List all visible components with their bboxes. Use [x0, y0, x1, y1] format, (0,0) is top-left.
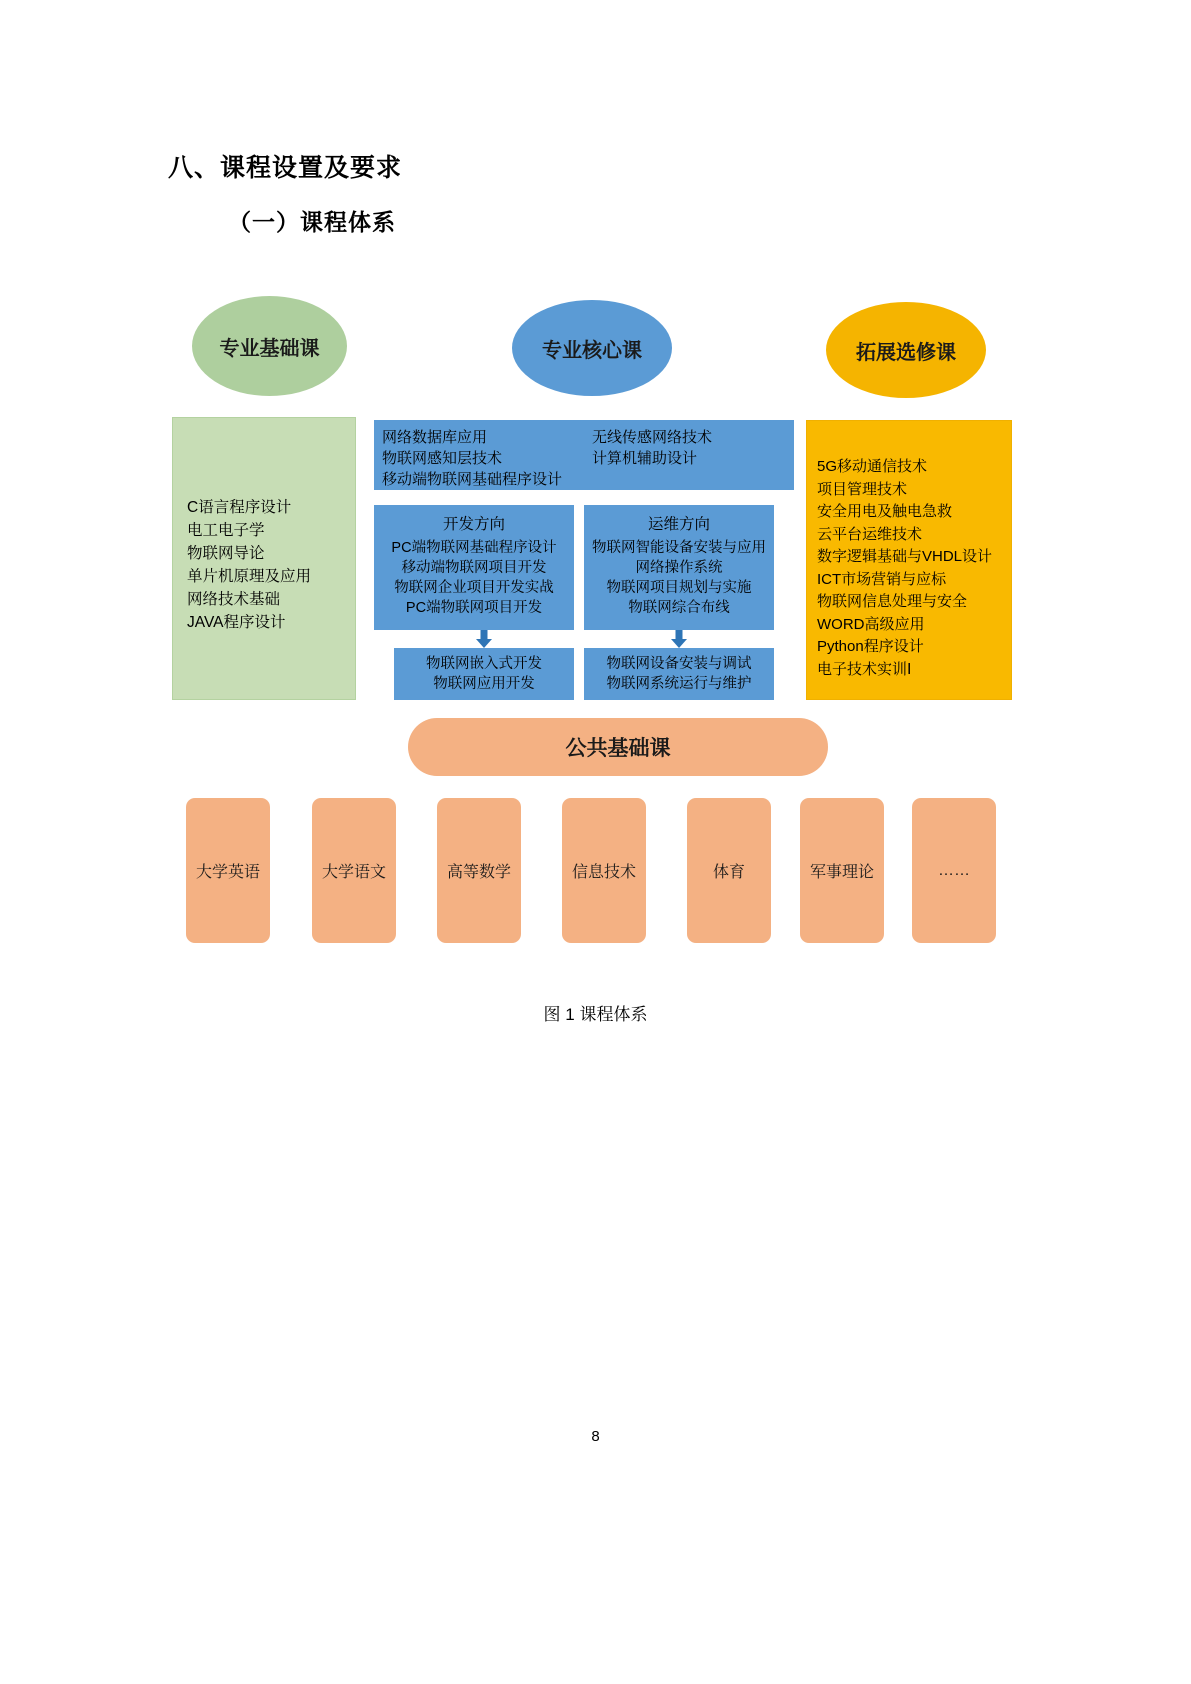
public-course-chip-5 — [800, 798, 884, 943]
public-course-chip-2 — [437, 798, 521, 943]
list-item: 物联网企业项目开发实战 — [394, 580, 554, 596]
list-item: C语言程序设计 — [187, 499, 292, 516]
list-item: 移动端物联网基础程序设计 — [382, 471, 563, 488]
list-item: 物联网应用开发 — [433, 676, 535, 692]
public-basic-course-label: 公共基础课 — [565, 737, 671, 760]
core-operations-result-list — [584, 654, 774, 694]
page-number: 8 — [591, 1428, 600, 1445]
list-item: 物联网信息处理与安全 — [817, 593, 968, 610]
public-course-chip-0 — [186, 798, 270, 943]
list-item: 网络数据库应用 — [382, 429, 488, 446]
public-course-chip-label: 军事理论 — [809, 864, 874, 881]
panel-core-development — [374, 505, 574, 630]
list-item: 网络操作系统 — [635, 560, 723, 576]
list-item: 物联网导论 — [187, 545, 265, 562]
list-item: 物联网感知层技术 — [382, 450, 503, 467]
list-item: 安全用电及触电急救 — [817, 503, 953, 520]
list-item: PC端物联网基础程序设计 — [391, 540, 557, 556]
list-item: 物联网系统运行与维护 — [606, 676, 752, 692]
public-basic-course-banner — [408, 718, 828, 776]
list-item: 云平台运维技术 — [817, 525, 923, 543]
public-course-chip-1 — [312, 798, 396, 943]
core-top-left-list — [382, 427, 562, 490]
header-ellipse-core — [512, 300, 672, 396]
subsection-heading: （一）课程体系 — [228, 209, 396, 235]
list-item: 计算机辅助设计 — [592, 450, 698, 467]
list-item: JAVA程序设计 — [187, 614, 286, 631]
list-item: 单片机原理及应用 — [187, 568, 312, 585]
list-item: 网络技术基础 — [187, 591, 281, 608]
list-item: Python程序设计 — [817, 638, 924, 655]
list-item: 5G移动通信技术 — [817, 458, 928, 475]
figure-caption — [0, 1000, 1191, 1025]
list-item: 项目管理技术 — [817, 480, 908, 498]
core-development-title: 开发方向 — [442, 516, 505, 533]
public-course-chip-label: 大学语文 — [321, 864, 386, 881]
panel-basic-courses — [172, 417, 356, 700]
list-item: 物联网项目规划与实施 — [606, 580, 752, 596]
list-item: 物联网设备安装与调试 — [606, 656, 752, 672]
header-ellipse-basic — [192, 296, 347, 396]
list-item: WORD高级应用 — [817, 615, 925, 633]
panel-core-operations — [584, 505, 774, 630]
public-course-chip-label: 高等数学 — [446, 864, 511, 881]
header-ellipse-extension-label: 拓展选修课 — [856, 341, 956, 364]
core-operations-list — [584, 538, 774, 618]
public-course-chip-label: 大学英语 — [195, 864, 260, 881]
list-item: 移动端物联网项目开发 — [401, 560, 547, 576]
header-ellipse-extension — [826, 302, 986, 398]
list-item: 电工电子学 — [187, 522, 265, 539]
public-course-chip-6 — [912, 798, 996, 943]
list-item: 物联网嵌入式开发 — [426, 656, 542, 672]
list-item: 物联网综合布线 — [628, 600, 730, 616]
section-heading: 八、课程设置及要求 — [168, 154, 403, 182]
list-item: 电子技术实训Ⅰ — [817, 660, 912, 678]
panel-core-top — [374, 420, 794, 490]
panel-core-development-result — [394, 648, 574, 700]
core-operations-title: 运维方向 — [647, 516, 710, 533]
core-development-list — [374, 538, 574, 618]
public-course-chip-label: 信息技术 — [571, 864, 636, 881]
list-item: 数字逻辑基础与VHDL设计 — [817, 548, 993, 565]
figure-caption-text: 图 1 课程体系 — [543, 1005, 648, 1024]
basic-course-list — [187, 496, 311, 634]
public-course-chip-3 — [562, 798, 646, 943]
panel-extension-courses — [806, 420, 1012, 700]
header-ellipse-basic-label: 专业基础课 — [219, 337, 320, 360]
panel-core-operations-result — [584, 648, 774, 700]
public-course-chip-4 — [687, 798, 771, 943]
list-item: 无线传感网络技术 — [592, 429, 713, 446]
list-item: ICT市场营销与应标 — [817, 570, 947, 588]
public-course-chip-label: 体育 — [712, 864, 745, 881]
list-item: PC端物联网项目开发 — [405, 600, 543, 616]
core-development-result-list — [394, 654, 574, 694]
list-item: 物联网智能设备安装与应用 — [592, 540, 766, 556]
core-top-right-list — [592, 427, 712, 469]
public-course-chip-label: …… — [938, 861, 970, 879]
header-ellipse-core-label: 专业核心课 — [542, 339, 642, 362]
extension-course-list — [817, 456, 992, 681]
